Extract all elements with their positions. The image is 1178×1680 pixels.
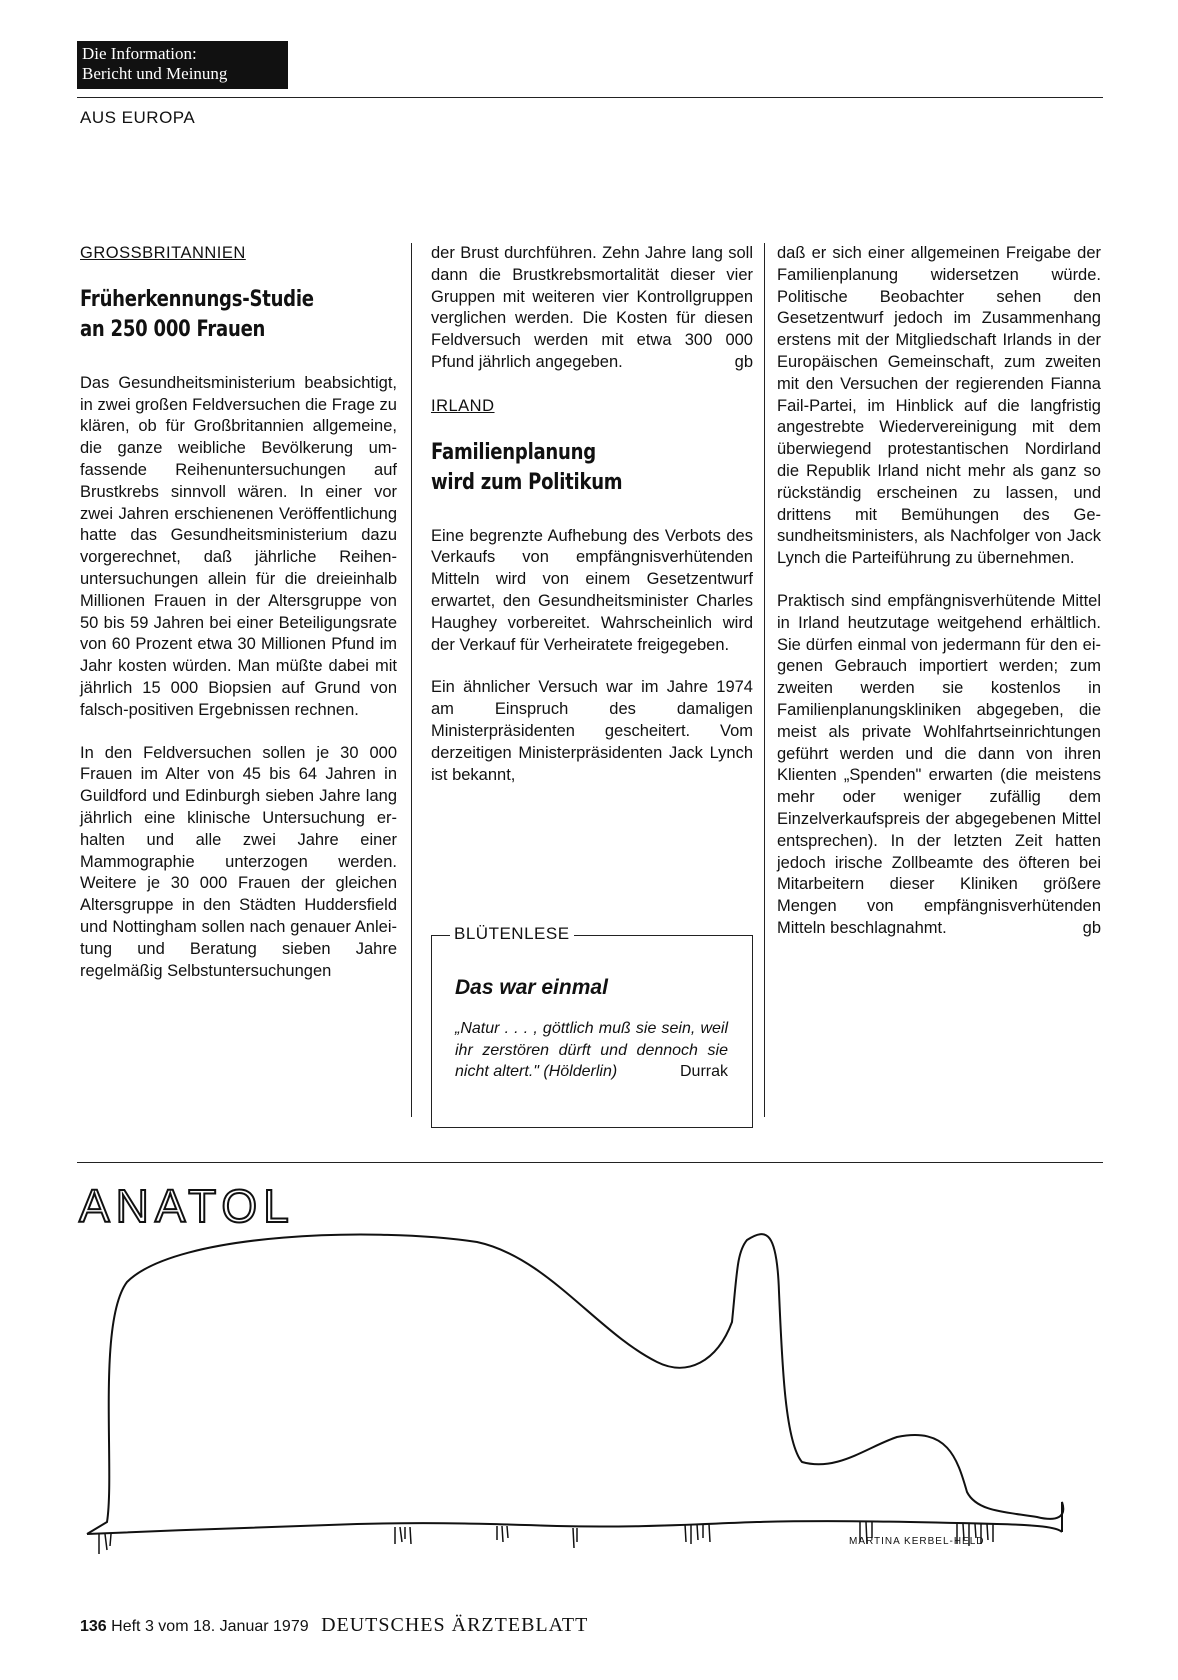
column-2: [431, 243, 753, 807]
cartoon-ground-line: [87, 1521, 1062, 1534]
section-label: AUS EUROPA: [80, 108, 196, 127]
article1-kicker: GROSSBRITANNIEN: [80, 244, 246, 262]
article2-paragraph-4-text: Praktisch sind empfängnisverhütende Mittel in Irland heutzutage weitgehend erhältlich. Sie dürfen einmal von jedermann für den eigenen Gebrauch importiert werden; zum zweiten werden sie kostenlos in Familienplanungskliniken abgegeben, die meist als private Wohlfahrtseinrichtungen geführt werden und die dann von ihren Klienten „Spenden" erwarten (die meistens mehr oder weniger zufällig dem Einzelverkaufspreis der abgegebenen Mittel entsprechen). In der letzten Zeit hatten jedoch irische Zollbeamte des öfteren bei Mitarbeitern dieser Kliniken größere Mengen von empfängnisverhütenden Mitteln beschlagnahmt.: [777, 591, 1101, 937]
page-footer: [80, 1614, 588, 1637]
magazine-name: DEUTSCHES ÄRZTEBLATT: [321, 1614, 589, 1636]
article2-headline-line1: Familienplanung: [431, 439, 596, 465]
column-divider-2: [764, 243, 765, 1117]
box-quote: [455, 1018, 728, 1083]
article1-headline-line2: an 250 000 Frauen: [80, 316, 266, 342]
cartoon-creature-outline: [87, 1234, 1063, 1534]
box-author: Durrak: [679, 1063, 728, 1080]
box-quote-text: „Natur . . . , göttlich muß sie sein, weil ihr zerstören dürft und dennoch sie nicht altert." (Hölderlin): [455, 1020, 728, 1080]
article1-headline-line1: Früherkennungs-Studie: [80, 286, 314, 312]
article1-paragraph-2: In den Feldversuchen sollen je 30 000 Frauen im Alter von 45 bis 64 Jahren in Guildford und Edinburgh sieben Jahre lang jährlich eine klinische Untersuchung erhalten und alle zwei Jahre einer Mammographie unterzogen werden. Weitere je 30 000 Frauen der gleichen Altersgruppe in den Städten Huddersfield und Nottingham sollen nach genauer Anleitung und Beratung sieben Jahre regelmäßig Selbstuntersuchungen: [80, 743, 397, 980]
top-rule: [77, 97, 1103, 98]
cartoon-title: ANATOL: [79, 1180, 295, 1232]
anatol-cartoon: [77, 1172, 1107, 1592]
article2-headline: [431, 438, 753, 498]
page-number: 136: [80, 1618, 107, 1635]
article2-paragraph-2: Ein ähnlicher Versuch war im Jahre 1974 am Einspruch des damaligen Ministerpräsidenten gescheitert. Vom derzeitigen Ministerpräsidenten Jack Lynch ist bekannt,: [431, 678, 753, 784]
article1-headline: [80, 285, 397, 345]
quote-box: [431, 924, 753, 1128]
column-3: [777, 243, 1101, 961]
article1-paragraph-1: Das Gesundheitsministerium beabsichtigt, in zwei großen Feldversuchen die Frage zu klären, ob für Großbritannien allgemeine, die ganze weibliche Bevölkerung umfassende Reihenuntersuchungen auf Brustkrebs sinnvoll wären. In einer vor zwei Jahren erschienenen Veröffentlichung hatte das Gesundheitsministerium dazu vorgerechnet, daß jährliche Reihenuntersuchungen allein für die dreieinhalb Millionen Frauen in der Altersgruppe von 50 bis 59 Jahren bei einer Beteiligungsrate von 60 Prozent etwa 30 Millionen Pfund im Jahr kosten würden. Man müßte dabei mit jährlich 15 000 Biopsien auf Grund von falsch-positiven Ergebnissen rechnen.: [80, 373, 397, 719]
article1-signature: gb: [734, 352, 753, 371]
article1-paragraph-3-text: der Brust durchführen. Zehn Jahre lang soll dann die Brustkrebsmortalität dieser vier Gruppen mit weiteren vier Kontrollgruppen verglichen werden. Die Kosten für diesen Feldversuch werden mit etwa 300 000 Pfund jährlich angegeben.: [431, 244, 753, 371]
article2-paragraph-4: [777, 591, 1101, 940]
box-heading: Das war einmal: [455, 976, 608, 999]
article2-paragraph-1: Eine begrenzte Aufhebung des Verbots des Verkaufs von empfängnisverhütenden Mitteln wird von einem Gesetzentwurf erwartet, den Gesundheitsminister Charles Haughey vorbereitet. Wahrscheinlich wird der Verkauf für Verheiratete freigegeben.: [431, 526, 753, 654]
column-1: [80, 243, 397, 1003]
article1-paragraph-3: [431, 243, 753, 374]
category-badge: [77, 41, 288, 89]
article2-paragraph-3: daß er sich einer allgemeinen Freigabe der Familienplanung widersetzen würde. Politische Beobachter sehen den Gesetzentwurf jedoch im Zusammenhang erstens mit der Mitgliedschaft Irlands in der Europäischen Gemeinschaft, zum zweiten mit den Versuchen der regierenden Fianna Fail-Partei, im Hinblick auf die langfristig angestrebte Wiedervereinigung mit dem überwiegend protestantischen Nordirland die Republik Irland nicht mehr als ganz so rückständig erscheinen zu lassen, und drittens mit Bemühungen des Gesundheitsministers, als Nachfolger von Jack Lynch die Parteiführung zu übernehmen.: [777, 244, 1101, 568]
cartoon-signature: MARTINA KERBEL-HELD: [849, 1536, 985, 1547]
article2-signature: gb: [1082, 918, 1101, 937]
issue-info: Heft 3 vom 18. Januar 1979: [111, 1618, 309, 1635]
badge-line-1: Die Information:: [82, 44, 197, 63]
article2-headline-line2: wird zum Politikum: [431, 469, 623, 495]
column-divider-1: [411, 243, 412, 1117]
box-title: BLÜTENLESE: [450, 924, 574, 944]
article2-kicker: IRLAND: [431, 396, 495, 415]
badge-line-2: Bericht und Meinung: [82, 64, 228, 83]
middle-rule: [77, 1162, 1103, 1163]
